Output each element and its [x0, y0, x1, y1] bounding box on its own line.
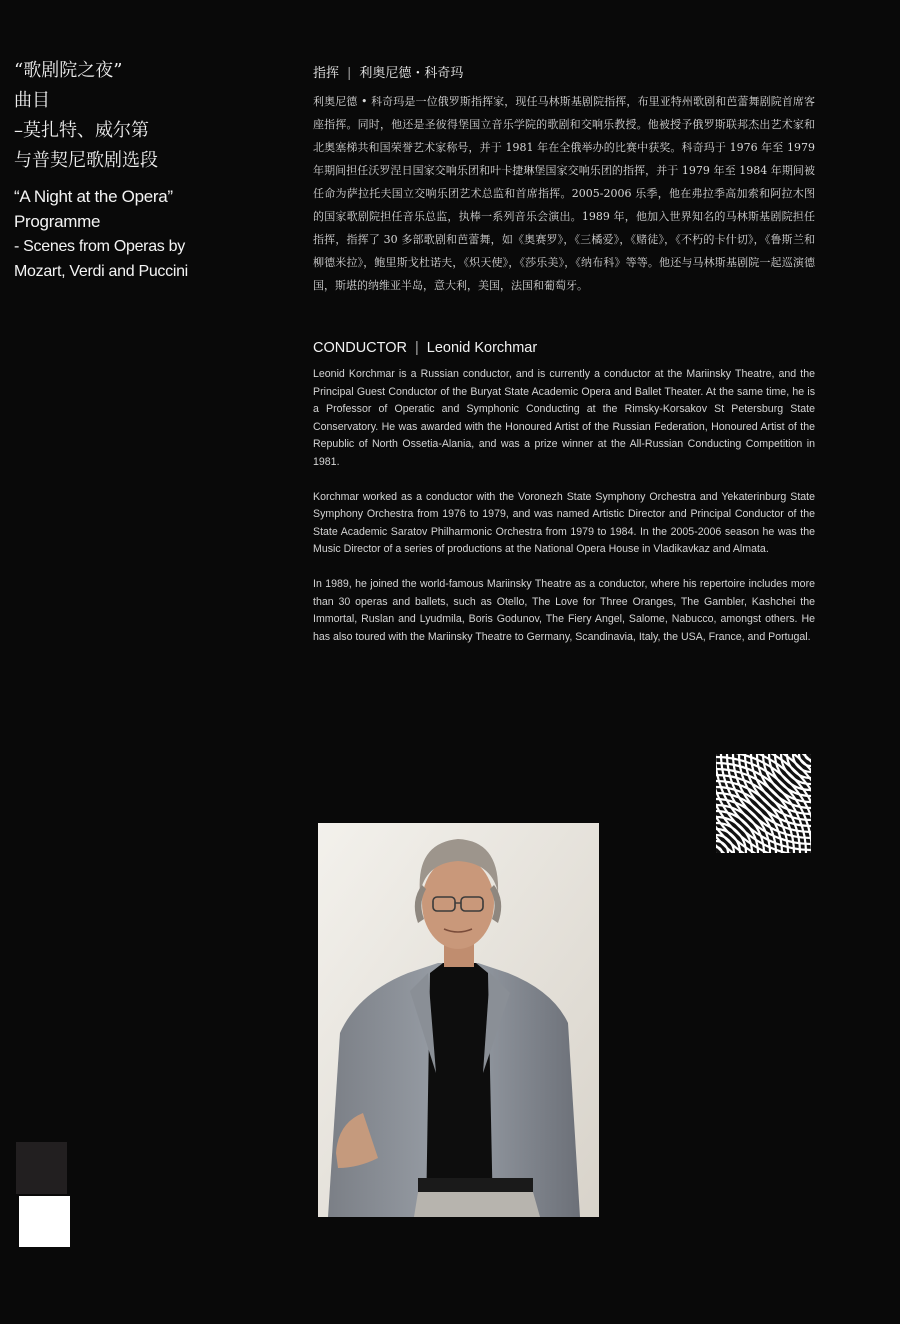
chinese-title	[14, 56, 214, 176]
programme-title-block	[14, 56, 214, 284]
moire-pattern-icon	[716, 754, 811, 853]
cn-title-line: “歌剧院之夜”	[14, 60, 123, 81]
en-title-line: Programme	[14, 212, 101, 231]
en-conductor-heading	[313, 340, 815, 356]
en-title-line: - Scenes from Operas by	[14, 238, 185, 255]
cn-title-line: 与普契尼歌剧选段	[14, 150, 158, 171]
en-title-line: “A Night at the Opera”	[14, 187, 173, 206]
cn-biography: 利奥尼德 • 科奇玛是一位俄罗斯指挥家，现任马林斯基剧院指挥，布里亚特州歌剧和芭蕾舞剧院首席客座指挥。同时，他还是圣彼得堡国立音乐学院的歌剧和交响乐教授。他被授予俄罗斯联邦杰出艺术家和北奥塞梯共和国荣誉艺术家称号，并于 1981 年在全俄举办的比赛中获奖。科奇玛于 1976 年至 1979 年期间担任沃罗涅日国家交响乐团和叶卡捷琳堡国家交响乐团的指挥，并于 1979 年至 1984 年期间被任命为萨拉托夫国立交响乐团艺术总监和首席指挥。2005-2006 乐季，他在弗拉季高加索和阿拉木图的国家歌剧院担任音乐总监，执棒一系列音乐会演出。1989 年，他加入世界知名的马林斯基剧院担任指挥，指挥了 30 多部歌剧和芭蕾舞，如《奥赛罗》，《三橘爱》，《赌徒》，《不朽的卡什切》，《鲁斯兰和柳德米拉》，鲍里斯戈杜诺夫，《炽天使》，《莎乐美》，《纳布科》等等。他还与马林斯基剧院一起巡演德国，斯堪的纳维亚半岛，意大利，美国，法国和葡萄牙。	[313, 95, 815, 292]
cn-title-line: 曲目	[14, 90, 50, 111]
cn-role-label: 指挥	[313, 66, 340, 81]
en-biography	[313, 366, 815, 664]
cn-title-line: –莫扎特、威尔第	[14, 120, 149, 141]
decorative-dark-square	[16, 1142, 67, 1194]
cn-conductor-heading	[313, 62, 815, 81]
english-title	[14, 184, 214, 284]
en-role-label: CONDUCTOR	[313, 340, 407, 356]
en-separator: |	[414, 340, 419, 356]
cn-conductor-name: 利奥尼德・科奇玛	[359, 66, 464, 81]
conductor-portrait	[318, 823, 599, 1217]
en-bio-paragraph: In 1989, he joined the world-famous Mariinsky Theatre as a conductor, where his repertoire includes more than 30 operas and ballets, such as Otello, The Love for Three Oranges, The Gambler, Kashchei the Immortal, Ruslan and Lyudmila, Boris Godunov, The Fiery Angel, Salome, Nabucco, amongst others. He has also toured with the Mariinsky Theatre to Germany, Scandinavia, Italy, the USA, France, and Portugal.	[313, 578, 815, 643]
cn-separator: |	[347, 66, 352, 81]
en-title-line: Mozart, Verdi and Puccini	[14, 263, 188, 280]
decorative-white-square	[19, 1196, 70, 1247]
en-bio-paragraph: Korchmar worked as a conductor with the Voronezh State Symphony Orchestra and Yekaterinburg State Symphony Orchestra from 1976 to 1979, and was named Artistic Director and Principal Conductor of the State Academic Saratov Philharmonic Orchestra from 1979 to 1984. In the 2005-2006 season he was the Music Director of a series of productions at the National Opera House in Vladikavkaz and Almata.	[313, 490, 815, 555]
en-conductor-name: Leonid Korchmar	[426, 340, 538, 356]
en-bio-paragraph: Leonid Korchmar is a Russian conductor, and is currently a conductor at the Mariinsky Theatre, and the Principal Guest Conductor of the Buryat State Academic Opera and Ballet Theater. At the same time, he is a Professor of Operatic and Symphonic Conducting at the Rimsky-Korsakov St Petersburg State Conservatory. He was awarded with the Honoured Artist of the Russian Federation, Honoured Artist of the Republic of North Ossetia-Alania, and was a prize winner at the All-Russian Conducting Competition in 1981.	[313, 368, 815, 468]
